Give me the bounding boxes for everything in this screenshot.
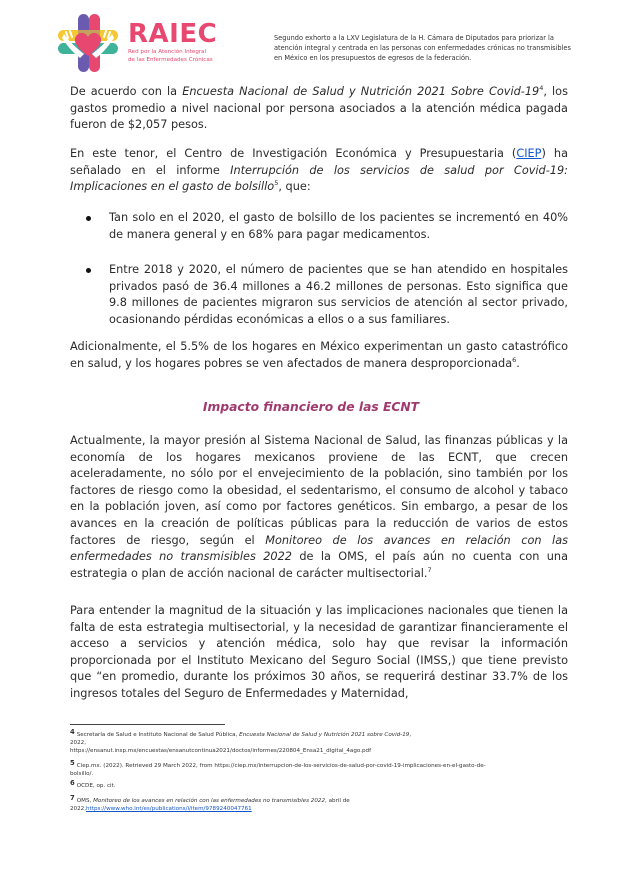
footnote-text: OCDE, op. cit. <box>76 783 116 789</box>
footnote-text: Secretaría de Salud e Instituto Nacional de Salud Pública, <box>76 732 240 738</box>
p1-pre: De acuerdo con la <box>70 85 183 98</box>
section-title: Impacto financiero de las ECNT <box>202 400 420 414</box>
footnote-text: OMS, <box>76 798 94 804</box>
bullet-icon <box>86 216 91 221</box>
p4-post: de la OMS, el país aún no cuenta con una estrategia o plan de acción nacional de carácter multisectorial. <box>70 550 568 580</box>
p5-text: Para entender la magnitud de la situación y las implicaciones nacionales que tienen la falta de esta estrategia multisectorial, y la necesidad de garantizar financieramente el acceso a servicios y atención médica, solo hay que revisar la información proporcionada por el Instituto Mexicano del Seguro Social (IMSS,) que tiene previsto que “en promedio, durante los próximos 30 años, se requerirá destinar 33.7% de los ingresos totales del Seguro de Enfermedades y Maternidad, <box>70 604 568 700</box>
footnote-ref-5[interactable]: 5 <box>274 179 279 188</box>
p2-mid: ) ha señalado en el informe <box>70 147 568 177</box>
footnote-url[interactable]: https://ensanut.insp.mx/encuestas/ensanutcontinua2021/doctos/informes/220804_Ensa21_digital_4ago.pdf <box>70 748 372 754</box>
p4-italic: Monitoreo de los avances en relación con las enfermedades no transmisibles 2022 <box>70 533 569 564</box>
footnote-ref-6[interactable]: 6 <box>512 355 517 364</box>
footnote-7 <box>70 794 570 813</box>
p2-italic: Interrupción de los servicios de salud por Covid-19: Implicaciones en el gasto de bolsillo <box>70 163 568 194</box>
p4-pre: Actualmente, la mayor presión al Sistema Nacional de Salud, las finanzas públicas y la economía de los hogares mexicanos proviene de las ECNT, que crecen aceleradamente, no sólo por el envejecimiento de la población, sino también por los factores de riesgo como la obesidad, el sedentarismo, el consumo de alcohol y tabaco en la población joven, así como por factores genéticos. Sin embargo, a pesar de los avances en la creación de políticas públicas para la reducción de varios de estos factores de riesgo, según el <box>70 434 568 547</box>
paragraph-impacto <box>70 433 568 582</box>
footnote-text: bolsillo/. <box>70 771 94 777</box>
p3-text: Adicionalmente, el 5.5% de los hogares en México experimentan un gasto catastrófico en salud, y los hogares pobres se ven afectados de manera desproporcionada <box>70 340 568 370</box>
paragraph-enasut <box>70 84 568 134</box>
bullet-item <box>86 210 568 243</box>
footnote-number: 5 <box>70 759 75 767</box>
footnote-divider <box>70 724 225 725</box>
footnote-number: 6 <box>70 779 75 787</box>
bullet-text: Tan solo en el 2020, el gasto de bolsillo de los pacientes se incrementó en 40% de manera general y en 68% para pagar medicamentos. <box>109 211 568 241</box>
paragraph-hogares <box>70 339 568 372</box>
footnote-4 <box>70 728 570 755</box>
brand <box>128 20 217 64</box>
bullet-item <box>86 262 568 328</box>
paragraph-imss <box>70 603 568 703</box>
p3-post: . <box>516 356 520 370</box>
footnote-text: , <box>409 732 412 738</box>
footnote-text: Ciep.mx. (2022). Retrieved 29 March 2022, from https://ciep.mx/interrupcion-de-los-servicios-de-salud-por-covid-19-implicaciones-en-el-gasto-de- <box>76 763 486 769</box>
footnote-ref-7[interactable]: 7 <box>427 565 432 574</box>
footnote-number: 4 <box>70 728 75 736</box>
footnote-5 <box>70 759 570 778</box>
p1-post: , los gastos promedio a nivel nacional por persona asociados a la atención médica pagada fueron de $2,057 pesos. <box>70 85 568 132</box>
footnote-text: 2022, <box>70 806 87 812</box>
bullet-icon <box>86 268 91 273</box>
brand-subtitle-line2: de las Enfermedades Crónicas <box>128 57 213 63</box>
ciep-link[interactable]: CIEP <box>516 147 542 160</box>
footnote-number: 7 <box>70 794 75 802</box>
p2-post: , que: <box>278 180 311 194</box>
header-note: Segundo exhorto a la LXV Legislatura de la H. Cámara de Diputados para priorizar la atención integral y centrada en las personas con enfermedades crónicas no transmisibles en México en los presupuestos de egresos de la federación. <box>274 34 571 62</box>
footnote-italic: Encuesta Nacional de Salud y Nutrición 2021 sobre Covid-19 <box>239 732 410 738</box>
brand-name: RAIEC <box>128 19 218 49</box>
p2-pre: En este tenor, el Centro de Investigación Económica y Presupuestaria ( <box>70 147 517 160</box>
footnote-6 <box>70 779 570 790</box>
footnote-ref-4[interactable]: 4 <box>539 84 544 93</box>
footnote-italic: Monitoreo de los avances en relación con las enfermedades no transmisibles 2022 <box>93 798 326 804</box>
who-link[interactable]: https://www.who.int/es/publications/i/item/9789240047761 <box>86 806 252 812</box>
footnote-text: 2022, <box>70 740 87 746</box>
p1-italic: Encuesta Nacional de Salud y Nutrición 2021 Sobre Covid-19 <box>182 85 540 98</box>
brand-subtitle-line1: Red por la Atención Integral <box>128 49 207 55</box>
bullet-text: Entre 2018 y 2020, el número de pacientes que se han atendido en hospitales privados pasó de 36.4 millones a 46.2 millones de personas. Esto significa que 9.8 millones de pacientes migraron sus servicios de atención al sector privado, ocasionando pérdidas económicas a ellos o a sus familiares. <box>109 263 568 326</box>
footnote-text: , abril de <box>325 798 350 804</box>
raiec-logo-icon <box>58 14 118 72</box>
paragraph-ciep <box>70 146 568 196</box>
